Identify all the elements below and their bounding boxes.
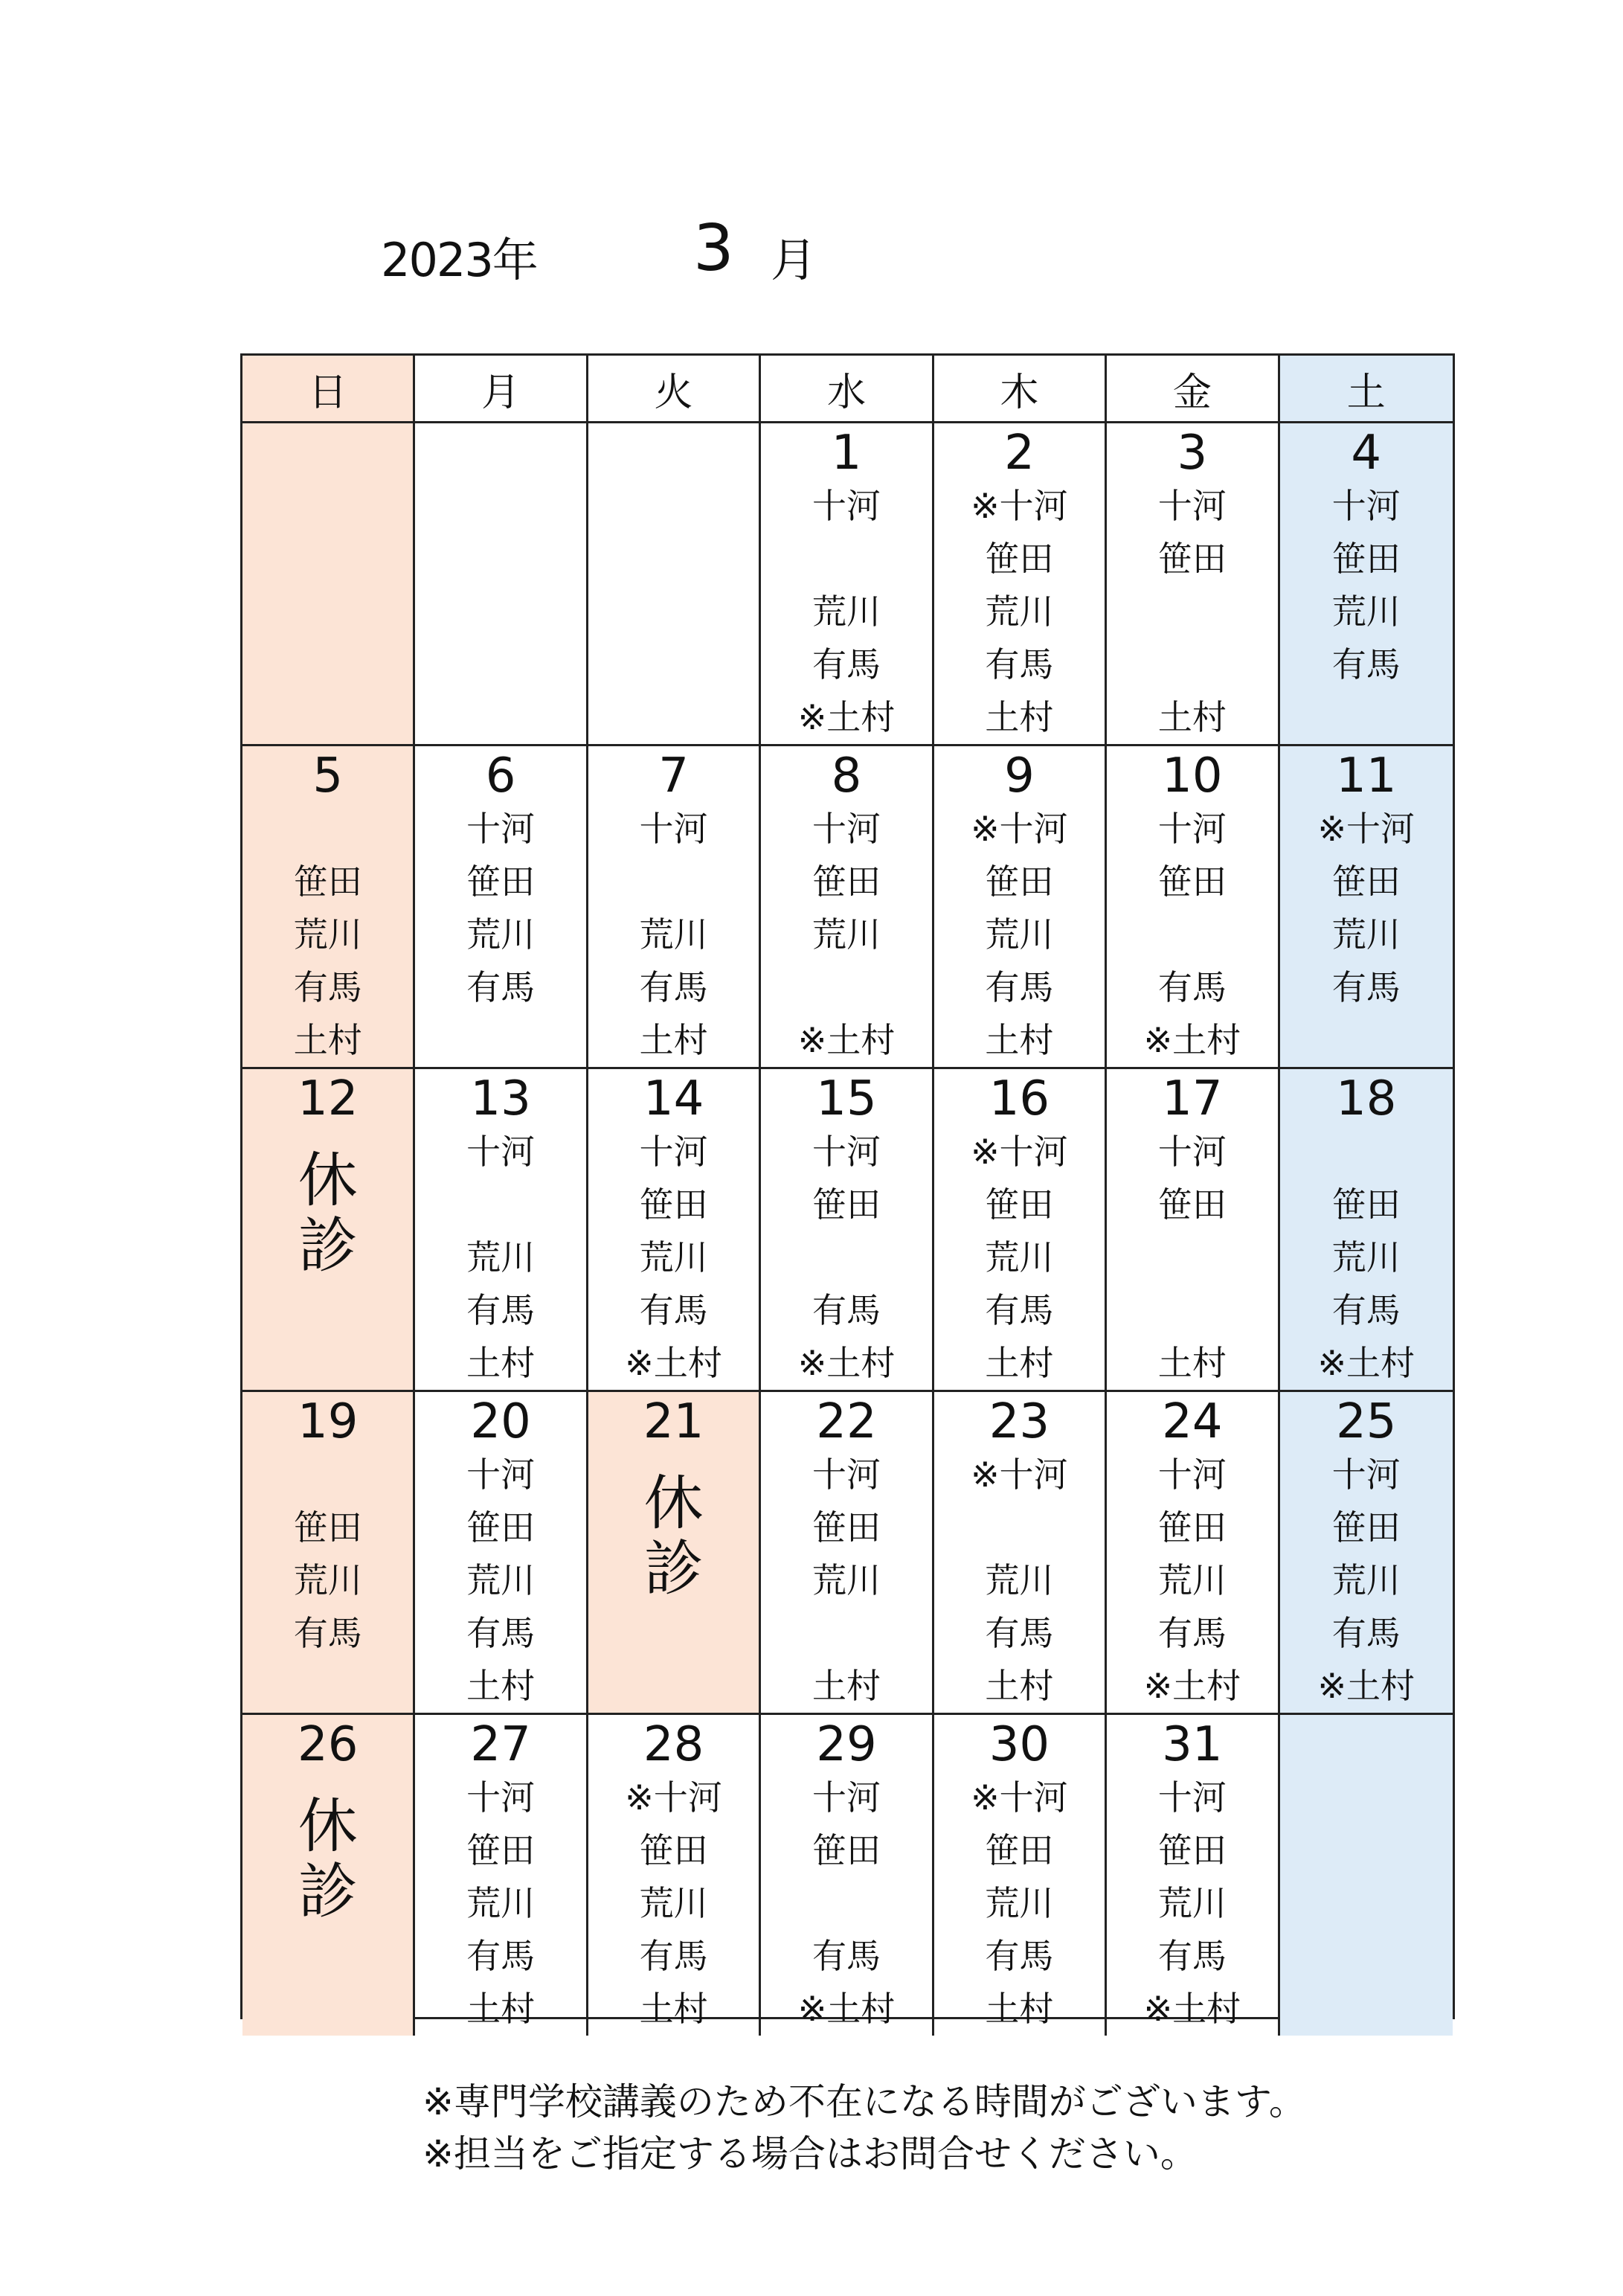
staff-entry: 有馬 [1331,1613,1401,1653]
staff-entry: 十河 [1157,809,1227,849]
staff-entry: 荒川 [639,914,708,955]
staff-entry: ※十河 [971,1132,1068,1172]
staff-entry: 十河 [1157,1132,1227,1172]
day-number: 1 [831,426,862,481]
day-number: 3 [1177,426,1208,481]
staff-entry: 荒川 [466,1237,536,1277]
day-cell [1107,746,1279,1069]
staff-entry: 有馬 [466,967,536,1007]
day-number: 28 [643,1717,704,1772]
staff-entry: 十河 [812,486,881,526]
staff-entry: 荒川 [985,591,1054,632]
staff-entry: 荒川 [293,1560,362,1600]
staff-entry: 荒川 [985,914,1054,955]
staff-entry: 笹田 [1157,1830,1227,1870]
staff-entry: 荒川 [466,914,536,955]
weekday-header-sat: 土 [1280,356,1453,423]
staff-entry: 荒川 [1331,591,1401,632]
staff-entry: 土村 [985,697,1054,737]
day-cell [1107,1392,1279,1715]
staff-entry: 有馬 [985,967,1054,1007]
staff-entry: 十河 [639,809,708,849]
footnote-absence: ※専門学校講義のため不在になる時間がございます。 [422,2080,1306,2123]
weekday-header-wed: 水 [761,356,933,423]
staff-entry: 十河 [1331,1455,1401,1495]
staff-entry: 笹田 [812,1184,881,1225]
day-number: 15 [816,1071,877,1126]
staff-entry: 有馬 [1331,967,1401,1007]
staff-entry: 笹田 [812,862,881,902]
day-number: 16 [989,1071,1050,1126]
day-cell [588,1069,761,1392]
day-number: 23 [989,1394,1050,1449]
day-number: 4 [1351,426,1382,481]
staff-entry: 荒川 [812,591,881,632]
staff-entry: 十河 [812,1132,881,1172]
staff-entry: 荒川 [985,1560,1054,1600]
staff-entry: 笹田 [1157,1184,1227,1225]
day-cell [242,1069,415,1392]
staff-entry: 土村 [466,1989,536,2029]
staff-entry: 有馬 [985,644,1054,684]
staff-entry: 土村 [985,1989,1054,2029]
staff-entry: 笹田 [812,1830,881,1870]
staff-entry: 土村 [639,1020,708,1060]
weekday-header-tue: 火 [588,356,761,423]
staff-entry: 笹田 [1157,1507,1227,1548]
day-number: 13 [470,1071,531,1126]
weekday-header-mon: 月 [415,356,588,423]
staff-entry: 十河 [812,1455,881,1495]
title-month-suffix: 月 [771,233,817,287]
day-cell [415,1715,588,2036]
staff-entry: 土村 [985,1666,1054,1706]
staff-entry: 有馬 [466,1290,536,1330]
day-number: 17 [1162,1071,1223,1126]
closed-label: 休 診 [298,1146,358,1280]
staff-entry: ※土村 [1317,1666,1415,1706]
day-number: 30 [989,1717,1050,1772]
day-cell [934,1392,1107,1715]
day-cell [761,423,933,746]
staff-entry: ※十河 [971,1455,1068,1495]
weekday-header-fri: 金 [1107,356,1279,423]
staff-entry: 有馬 [1157,967,1227,1007]
day-cell [1280,1069,1453,1392]
staff-entry: 荒川 [1331,914,1401,955]
staff-entry: 土村 [466,1343,536,1383]
staff-entry: 荒川 [466,1560,536,1600]
staff-entry: 笹田 [985,1184,1054,1225]
day-cell [1107,1069,1279,1392]
staff-entry: 笹田 [1331,862,1401,902]
staff-entry: 笹田 [293,862,362,902]
staff-entry: 荒川 [812,1560,881,1600]
staff-entry: 笹田 [293,1507,362,1548]
staff-entry: ※十河 [625,1777,722,1818]
staff-entry: 笹田 [466,1507,536,1548]
day-cell [415,423,588,746]
day-number: 12 [297,1071,359,1126]
day-number: 21 [643,1394,704,1449]
staff-entry: 土村 [639,1989,708,2029]
title-month-number: 3 [693,211,734,286]
day-cell [761,1069,933,1392]
footnotes [422,2076,1306,2180]
staff-entry: 笹田 [985,862,1054,902]
day-number: 10 [1162,748,1223,804]
staff-entry: 十河 [639,1132,708,1172]
day-number: 25 [1336,1394,1397,1449]
staff-entry: 荒川 [985,1883,1054,1923]
day-number: 22 [816,1394,877,1449]
staff-entry: 有馬 [985,1290,1054,1330]
staff-entry: 笹田 [466,1830,536,1870]
day-number: 9 [1004,748,1035,804]
day-cell [761,746,933,1069]
day-cell [415,746,588,1069]
day-cell [588,1715,761,2036]
staff-entry: 十河 [1157,486,1227,526]
staff-entry: 笹田 [466,862,536,902]
staff-entry: 有馬 [639,1936,708,1976]
staff-entry: 笹田 [1157,539,1227,579]
staff-entry: ※十河 [971,809,1068,849]
weekday-header-thu: 木 [934,356,1107,423]
staff-entry: 土村 [1157,697,1227,737]
staff-entry: 有馬 [985,1613,1054,1653]
staff-entry: ※土村 [625,1343,722,1383]
day-number: 18 [1336,1071,1397,1126]
staff-entry: 笹田 [1331,539,1401,579]
staff-entry: 有馬 [639,967,708,1007]
staff-entry: 荒川 [293,914,362,955]
staff-entry: 荒川 [1331,1237,1401,1277]
staff-entry: 有馬 [1157,1936,1227,1976]
staff-entry: ※土村 [797,1989,896,2029]
day-number: 27 [470,1717,531,1772]
staff-entry: 土村 [985,1020,1054,1060]
day-number: 7 [658,748,689,804]
staff-entry: 荒川 [1331,1560,1401,1600]
staff-entry: 荒川 [639,1883,708,1923]
staff-entry: ※土村 [1143,1666,1241,1706]
day-cell [934,1069,1107,1392]
staff-entry: 笹田 [1157,862,1227,902]
staff-entry: 有馬 [985,1936,1054,1976]
day-number: 5 [312,748,344,804]
day-number: 26 [297,1717,359,1772]
day-cell [588,746,761,1069]
calendar-title [0,211,1623,287]
staff-entry: 荒川 [1157,1883,1227,1923]
staff-entry: 有馬 [812,644,881,684]
staff-entry: 有馬 [812,1290,881,1330]
staff-entry: 土村 [1157,1343,1227,1383]
staff-entry: ※十河 [971,1777,1068,1818]
day-cell [761,1392,933,1715]
staff-entry: 有馬 [293,1613,362,1653]
staff-entry: 十河 [466,1777,536,1818]
day-cell [242,1392,415,1715]
day-cell [1280,1392,1453,1715]
staff-entry: 有馬 [293,967,362,1007]
staff-entry: ※土村 [797,697,896,737]
staff-entry: 十河 [1157,1777,1227,1818]
staff-entry: 十河 [812,809,881,849]
staff-entry: 荒川 [639,1237,708,1277]
staff-entry: 土村 [812,1666,881,1706]
day-cell [242,423,415,746]
staff-entry: 有馬 [812,1936,881,1976]
staff-entry: 荒川 [466,1883,536,1923]
day-cell [934,746,1107,1069]
day-cell [1280,1715,1453,2036]
day-number: 29 [816,1717,877,1772]
staff-entry: ※土村 [1143,1989,1241,2029]
staff-entry: 笹田 [985,539,1054,579]
staff-entry: ※土村 [1317,1343,1415,1383]
footnote-contact: ※担当をご指定する場合はお問合せください。 [422,2132,1198,2175]
day-cell [1107,1715,1279,2036]
staff-entry: ※土村 [797,1020,896,1060]
day-cell [1280,746,1453,1069]
staff-entry: 十河 [466,1455,536,1495]
day-number: 20 [470,1394,531,1449]
staff-entry: 笹田 [639,1830,708,1870]
staff-entry: 荒川 [1157,1560,1227,1600]
day-number: 6 [485,748,516,804]
day-number: 24 [1162,1394,1223,1449]
day-cell [588,423,761,746]
staff-entry: 荒川 [985,1237,1054,1277]
staff-entry: 十河 [812,1777,881,1818]
staff-entry: 笹田 [812,1507,881,1548]
staff-entry: ※十河 [1317,809,1415,849]
staff-entry: 笹田 [639,1184,708,1225]
day-cell [415,1392,588,1715]
staff-entry: 荒川 [812,914,881,955]
staff-entry: 有馬 [639,1290,708,1330]
staff-entry: 有馬 [1157,1613,1227,1653]
weekday-header-sun: 日 [242,356,415,423]
staff-entry: ※十河 [971,486,1068,526]
staff-entry: 十河 [466,1132,536,1172]
staff-entry: 土村 [466,1666,536,1706]
staff-entry: 有馬 [466,1613,536,1653]
day-number: 14 [643,1071,704,1126]
day-number: 31 [1162,1717,1223,1772]
day-cell [1280,423,1453,746]
title-year: 2023年 [381,233,537,287]
staff-entry: 十河 [466,809,536,849]
staff-entry: 有馬 [1331,644,1401,684]
day-cell [242,1715,415,2036]
staff-entry: 土村 [985,1343,1054,1383]
day-cell [242,746,415,1069]
staff-entry: ※土村 [1143,1020,1241,1060]
day-cell [934,423,1107,746]
staff-entry: 有馬 [466,1936,536,1976]
staff-entry: 有馬 [1331,1290,1401,1330]
staff-entry: 笹田 [1331,1507,1401,1548]
day-number: 19 [297,1394,359,1449]
staff-entry: ※土村 [797,1343,896,1383]
day-cell [1107,423,1279,746]
staff-entry: 十河 [1331,486,1401,526]
day-cell [588,1392,761,1715]
staff-entry: 笹田 [985,1830,1054,1870]
day-number: 2 [1004,426,1035,481]
staff-entry: 笹田 [1331,1184,1401,1225]
day-number: 8 [831,748,862,804]
closed-label: 休 診 [298,1792,358,1926]
staff-entry: 土村 [293,1020,362,1060]
day-cell [934,1715,1107,2036]
closed-label: 休 診 [643,1469,704,1603]
staff-entry: 十河 [1157,1455,1227,1495]
day-cell [761,1715,933,2036]
calendar-grid [240,353,1455,2029]
day-cell [415,1069,588,1392]
day-number: 11 [1336,748,1397,804]
